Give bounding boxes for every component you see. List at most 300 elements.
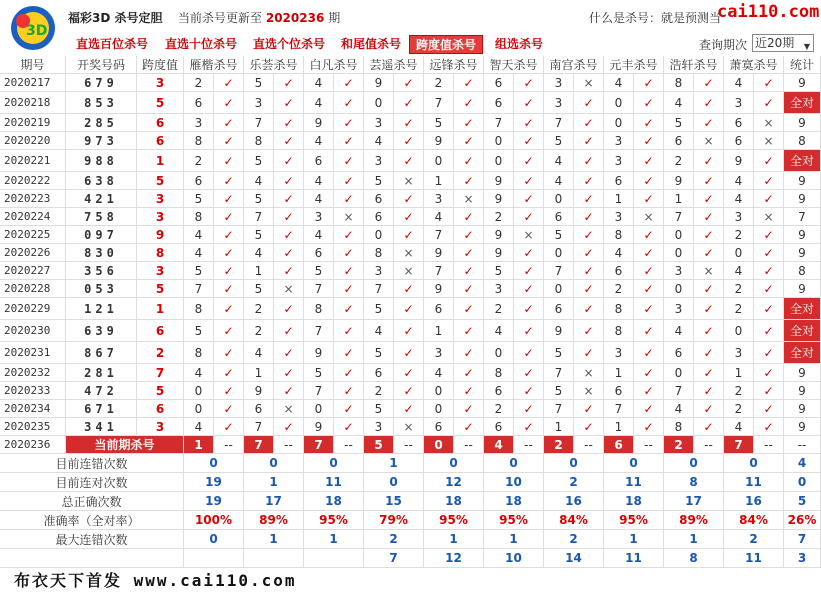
kill-number-cell: 8 [604,298,634,320]
check-mark-icon: ✓ [583,245,594,260]
summary-value: 11 [724,549,784,568]
kill-number-cell: 4 [184,226,214,244]
result-mark-cell [634,132,664,150]
draw-number-cell: 097 [66,226,137,244]
tab-3[interactable]: 和尾值杀号 [341,37,402,51]
result-mark-cell [574,74,604,92]
span-value-cell: 3 [137,74,184,92]
tab-0[interactable]: 直选百位杀号 [76,37,149,51]
result-mark-cell [394,92,424,114]
kill-number-cell: 6 [484,74,514,92]
result-mark-cell [214,150,244,172]
summary-value: 1 [244,473,304,492]
result-mark-cell [274,400,304,418]
draw-number-cell: 341 [66,418,137,436]
kill-number-cell: 1 [604,418,634,436]
check-mark-icon: ✓ [523,301,534,316]
result-mark-cell [634,92,664,114]
kill-number-cell: 2 [724,400,754,418]
summary-value: 0 [484,454,544,473]
result-mark-cell [574,418,604,436]
summary-value: 0 [424,454,484,473]
summary-stat: 3 [784,549,821,568]
issue-cell: 2020231 [0,342,66,364]
check-mark-icon: ✓ [463,419,474,434]
check-mark-icon: ✓ [583,345,594,360]
check-mark-icon: ✓ [343,365,354,380]
kill-number-cell: 5 [364,400,394,418]
cross-mark-icon: × [583,365,594,380]
check-mark-icon: ✓ [463,133,474,148]
result-mark-cell [454,132,484,150]
check-mark-icon: ✓ [463,263,474,278]
summary-value: 1 [244,530,304,549]
header [0,0,821,56]
result-mark-cell [274,298,304,320]
span-value-cell: 3 [137,262,184,280]
column-header: 芸遥杀号 [364,56,424,74]
check-mark-icon: ✓ [763,419,774,434]
summary-value: 0 [544,454,604,473]
result-mark-cell [754,92,784,114]
summary-value: 0 [664,454,724,473]
check-mark-icon: ✓ [463,153,474,168]
tab-2[interactable]: 直选个位杀号 [253,37,326,51]
check-mark-icon: ✓ [703,323,714,338]
kill-number-cell: 0 [184,382,214,400]
check-mark-icon: ✓ [523,153,534,168]
check-mark-icon: ✓ [523,323,534,338]
current-kill-dash: -- [454,436,484,454]
check-mark-icon: ✓ [403,401,414,416]
kill-number-cell: 0 [484,342,514,364]
check-mark-icon: ✓ [763,365,774,380]
kill-number-cell: 4 [544,172,574,190]
summary-value: 84% [724,511,784,530]
period-label: 查询期次 [699,38,748,52]
result-mark-cell [574,342,604,364]
kill-number-cell: 9 [484,244,514,262]
stat-cell: 9 [784,400,821,418]
summary-value: 15 [364,492,424,511]
span-value-cell: 1 [137,298,184,320]
result-mark-cell [754,418,784,436]
check-mark-icon: ✓ [763,173,774,188]
check-mark-icon: ✓ [343,75,354,90]
check-mark-icon: ✓ [763,227,774,242]
summary-row [0,549,821,568]
kill-number-cell: 1 [244,364,274,382]
kill-number-cell: 5 [184,190,214,208]
result-mark-cell [694,298,724,320]
kill-number-cell: 4 [184,364,214,382]
tab-1[interactable]: 直选十位杀号 [165,37,238,51]
result-mark-cell [514,364,544,382]
check-mark-icon: ✓ [403,281,414,296]
kill-number-cell: 5 [244,74,274,92]
kill-number-cell: 5 [544,342,574,364]
kill-number-cell: 9 [724,150,754,172]
result-mark-cell [574,400,604,418]
result-mark-cell [754,150,784,172]
check-mark-icon: ✓ [463,323,474,338]
kill-number-cell: 5 [244,280,274,298]
result-mark-cell [334,418,364,436]
result-mark-cell [634,244,664,262]
issue-cell: 2020232 [0,364,66,382]
column-header: 远锋杀号 [424,56,484,74]
result-mark-cell [334,190,364,208]
kill-number-cell: 2 [184,150,214,172]
check-mark-icon: ✓ [643,75,654,90]
kill-number-cell: 3 [664,262,694,280]
result-mark-cell [454,418,484,436]
check-mark-icon: ✓ [703,115,714,130]
update-issue: 2020236 [265,11,325,25]
issue-cell: 2020228 [0,280,66,298]
current-kill-dash: -- [394,436,424,454]
check-mark-icon: ✓ [463,383,474,398]
result-mark-cell [394,172,424,190]
current-stat-cell: -- [784,436,821,454]
result-mark-cell [574,226,604,244]
kill-number-cell: 3 [724,342,754,364]
kill-number-cell: 9 [244,382,274,400]
result-mark-cell [514,342,544,364]
check-mark-icon: ✓ [703,401,714,416]
stat-cell: 7 [784,208,821,226]
current-kill-number: 2 [544,436,574,454]
kill-number-cell: 3 [544,92,574,114]
kill-number-cell: 8 [244,132,274,150]
check-mark-icon: ✓ [223,383,234,398]
result-mark-cell [694,150,724,172]
table-row [0,280,821,298]
result-mark-cell [274,364,304,382]
update-suffix: 期 [328,11,341,25]
cross-mark-icon: × [583,75,594,90]
kill-number-cell: 0 [424,150,454,172]
current-kill-number: 5 [364,436,394,454]
result-mark-cell [454,298,484,320]
draw-number-cell: 867 [66,342,137,364]
issue-cell: 2020223 [0,190,66,208]
summary-value: 1 [364,454,424,473]
kill-number-cell: 4 [724,418,754,436]
check-mark-icon: ✓ [223,209,234,224]
stat-cell: 8 [784,262,821,280]
result-mark-cell [634,74,664,92]
check-mark-icon: ✓ [703,365,714,380]
draw-number-cell: 639 [66,320,137,342]
kill-number-cell: 9 [304,418,334,436]
check-mark-icon: ✓ [523,263,534,278]
result-mark-cell [214,342,244,364]
issue-cell: 2020221 [0,150,66,172]
check-mark-icon: ✓ [403,153,414,168]
result-mark-cell [514,208,544,226]
check-mark-icon: ✓ [343,281,354,296]
kill-number-cell: 2 [604,280,634,298]
result-mark-cell [274,190,304,208]
result-mark-cell [634,342,664,364]
summary-value: 100% [184,511,244,530]
kill-number-cell: 3 [364,150,394,172]
result-mark-cell [634,320,664,342]
check-mark-icon: ✓ [763,281,774,296]
kill-number-cell: 7 [664,382,694,400]
current-kill-dash: -- [334,436,364,454]
kill-number-cell: 4 [664,320,694,342]
kill-number-cell: 2 [484,400,514,418]
summary-value: 19 [184,473,244,492]
kill-number-cell: 5 [244,150,274,172]
cross-mark-icon: × [283,281,294,296]
current-kill-dash: -- [694,436,724,454]
result-mark-cell [634,418,664,436]
check-mark-icon: ✓ [223,401,234,416]
summary-stat: 26% [784,511,821,530]
result-mark-cell [214,190,244,208]
cross-mark-icon: × [463,191,474,206]
result-mark-cell [454,382,484,400]
check-mark-icon: ✓ [703,209,714,224]
check-mark-icon: ✓ [283,383,294,398]
draw-number-cell: 121 [66,298,137,320]
kill-number-cell: 4 [604,74,634,92]
stat-cell: 9 [784,226,821,244]
check-mark-icon: ✓ [463,227,474,242]
check-mark-icon: ✓ [463,365,474,380]
result-mark-cell [754,74,784,92]
check-mark-icon: ✓ [223,153,234,168]
result-mark-cell [514,150,544,172]
result-mark-cell [214,226,244,244]
draw-number-cell: 421 [66,190,137,208]
kill-number-cell: 9 [424,132,454,150]
summary-row [0,473,821,492]
kill-number-cell: 2 [724,298,754,320]
kill-number-cell: 6 [664,342,694,364]
app-title: 福彩3D 杀号定胆 [68,11,163,25]
kill-number-cell: 4 [184,244,214,262]
check-mark-icon: ✓ [283,191,294,206]
period-select[interactable] [752,34,814,52]
kill-number-cell: 5 [544,226,574,244]
check-mark-icon: ✓ [343,245,354,260]
span-value-cell: 3 [137,208,184,226]
check-mark-icon: ✓ [223,301,234,316]
result-mark-cell [214,244,244,262]
summary-stat: 7 [784,530,821,549]
cross-mark-icon: × [403,245,414,260]
draw-number-cell: 671 [66,400,137,418]
summary-value: 18 [424,492,484,511]
summary-value: 16 [544,492,604,511]
check-mark-icon: ✓ [643,345,654,360]
check-mark-icon: ✓ [403,95,414,110]
span-value-cell: 5 [137,382,184,400]
kill-number-cell: 7 [424,262,454,280]
tab-4[interactable]: 跨度值杀号 [409,35,483,54]
check-mark-icon: ✓ [643,383,654,398]
kill-number-cell: 8 [664,418,694,436]
kill-number-cell: 3 [244,92,274,114]
result-mark-cell [274,74,304,92]
check-mark-icon: ✓ [583,133,594,148]
result-mark-cell [694,190,724,208]
kill-number-cell: 3 [604,132,634,150]
result-mark-cell [754,320,784,342]
result-mark-cell [274,382,304,400]
check-mark-icon: ✓ [523,115,534,130]
span-value-cell: 5 [137,92,184,114]
check-mark-icon: ✓ [523,365,534,380]
kill-number-cell: 2 [664,150,694,172]
summary-value: 18 [484,492,544,511]
table-row [0,172,821,190]
kill-number-cell: 7 [544,114,574,132]
result-mark-cell [394,74,424,92]
kill-number-cell: 1 [604,364,634,382]
cross-mark-icon: × [763,115,774,130]
cross-mark-icon: × [403,419,414,434]
result-mark-cell [334,172,364,190]
check-mark-icon: ✓ [763,401,774,416]
result-mark-cell [394,244,424,262]
result-mark-cell [214,74,244,92]
kill-number-cell: 9 [544,320,574,342]
check-mark-icon: ✓ [583,401,594,416]
kill-number-cell: 6 [304,244,334,262]
kill-number-cell: 4 [364,320,394,342]
kill-number-cell: 1 [244,262,274,280]
kill-number-cell: 2 [484,298,514,320]
span-value-cell: 9 [137,226,184,244]
summary-value [304,549,364,568]
lottery-logo-icon [4,2,62,54]
check-mark-icon: ✓ [283,173,294,188]
issue-cell: 2020224 [0,208,66,226]
check-mark-icon: ✓ [223,191,234,206]
kill-number-cell: 4 [544,150,574,172]
result-mark-cell [394,320,424,342]
stat-cell: 9 [784,280,821,298]
check-mark-icon: ✓ [703,245,714,260]
result-mark-cell [214,172,244,190]
result-mark-cell [634,226,664,244]
update-prefix: 当前杀号更新至 [178,11,263,25]
kill-number-cell: 5 [544,382,574,400]
tab-5[interactable]: 组选杀号 [495,37,544,51]
check-mark-icon: ✓ [463,345,474,360]
result-mark-cell [574,262,604,280]
span-value-cell: 2 [137,342,184,364]
check-mark-icon: ✓ [523,209,534,224]
summary-value: 19 [184,492,244,511]
check-mark-icon: ✓ [703,95,714,110]
kill-number-cell: 2 [184,74,214,92]
kill-number-cell: 5 [304,364,334,382]
update-status [178,9,340,26]
result-mark-cell [634,172,664,190]
check-mark-icon: ✓ [523,95,534,110]
check-mark-icon: ✓ [343,227,354,242]
check-mark-icon: ✓ [703,301,714,316]
check-mark-icon: ✓ [643,323,654,338]
check-mark-icon: ✓ [583,263,594,278]
stat-cell: 全对 [784,320,821,342]
summary-value: 0 [724,454,784,473]
result-mark-cell [274,342,304,364]
check-mark-icon: ✓ [223,95,234,110]
summary-value: 18 [304,492,364,511]
kill-number-cell: 8 [184,298,214,320]
result-mark-cell [694,226,724,244]
kill-number-cell: 4 [604,244,634,262]
kill-number-cell: 6 [604,382,634,400]
result-mark-cell [694,364,724,382]
check-mark-icon: ✓ [283,209,294,224]
summary-value: 1 [484,530,544,549]
result-mark-cell [334,74,364,92]
kill-number-cell: 4 [484,320,514,342]
kill-number-cell: 3 [184,114,214,132]
kill-number-cell: 7 [544,364,574,382]
kill-number-cell: 8 [604,226,634,244]
kill-number-cell: 7 [244,208,274,226]
kill-number-cell: 4 [724,262,754,280]
result-mark-cell [514,382,544,400]
kill-number-cell: 3 [544,74,574,92]
summary-value: 7 [364,549,424,568]
result-mark-cell [214,208,244,226]
result-mark-cell [514,74,544,92]
summary-value: 10 [484,473,544,492]
kill-number-cell: 7 [244,114,274,132]
site-url[interactable]: cai110.com [717,2,820,22]
column-header: 开奖号码 [66,56,137,74]
result-mark-cell [634,208,664,226]
current-kill-row [0,436,821,454]
check-mark-icon: ✓ [703,191,714,206]
kill-number-cell: 6 [544,298,574,320]
check-mark-icon: ✓ [463,75,474,90]
result-mark-cell [334,364,364,382]
check-mark-icon: ✓ [643,191,654,206]
kill-number-cell: 0 [424,400,454,418]
summary-value: 8 [664,549,724,568]
table-row [0,382,821,400]
result-mark-cell [454,226,484,244]
stat-cell: 全对 [784,342,821,364]
issue-cell: 2020225 [0,226,66,244]
issue-cell: 2020235 [0,418,66,436]
result-mark-cell [274,418,304,436]
check-mark-icon: ✓ [763,323,774,338]
issue-cell: 2020217 [0,74,66,92]
result-mark-cell [394,114,424,132]
kill-number-cell: 6 [484,418,514,436]
kill-number-cell: 0 [664,244,694,262]
summary-value: 95% [604,511,664,530]
result-mark-cell [514,298,544,320]
result-mark-cell [454,92,484,114]
kill-number-cell: 1 [724,364,754,382]
kill-number-cell: 5 [184,262,214,280]
footer-banner: 布衣天下首发 www.cai110.com [14,571,297,590]
kill-number-cell: 1 [664,190,694,208]
